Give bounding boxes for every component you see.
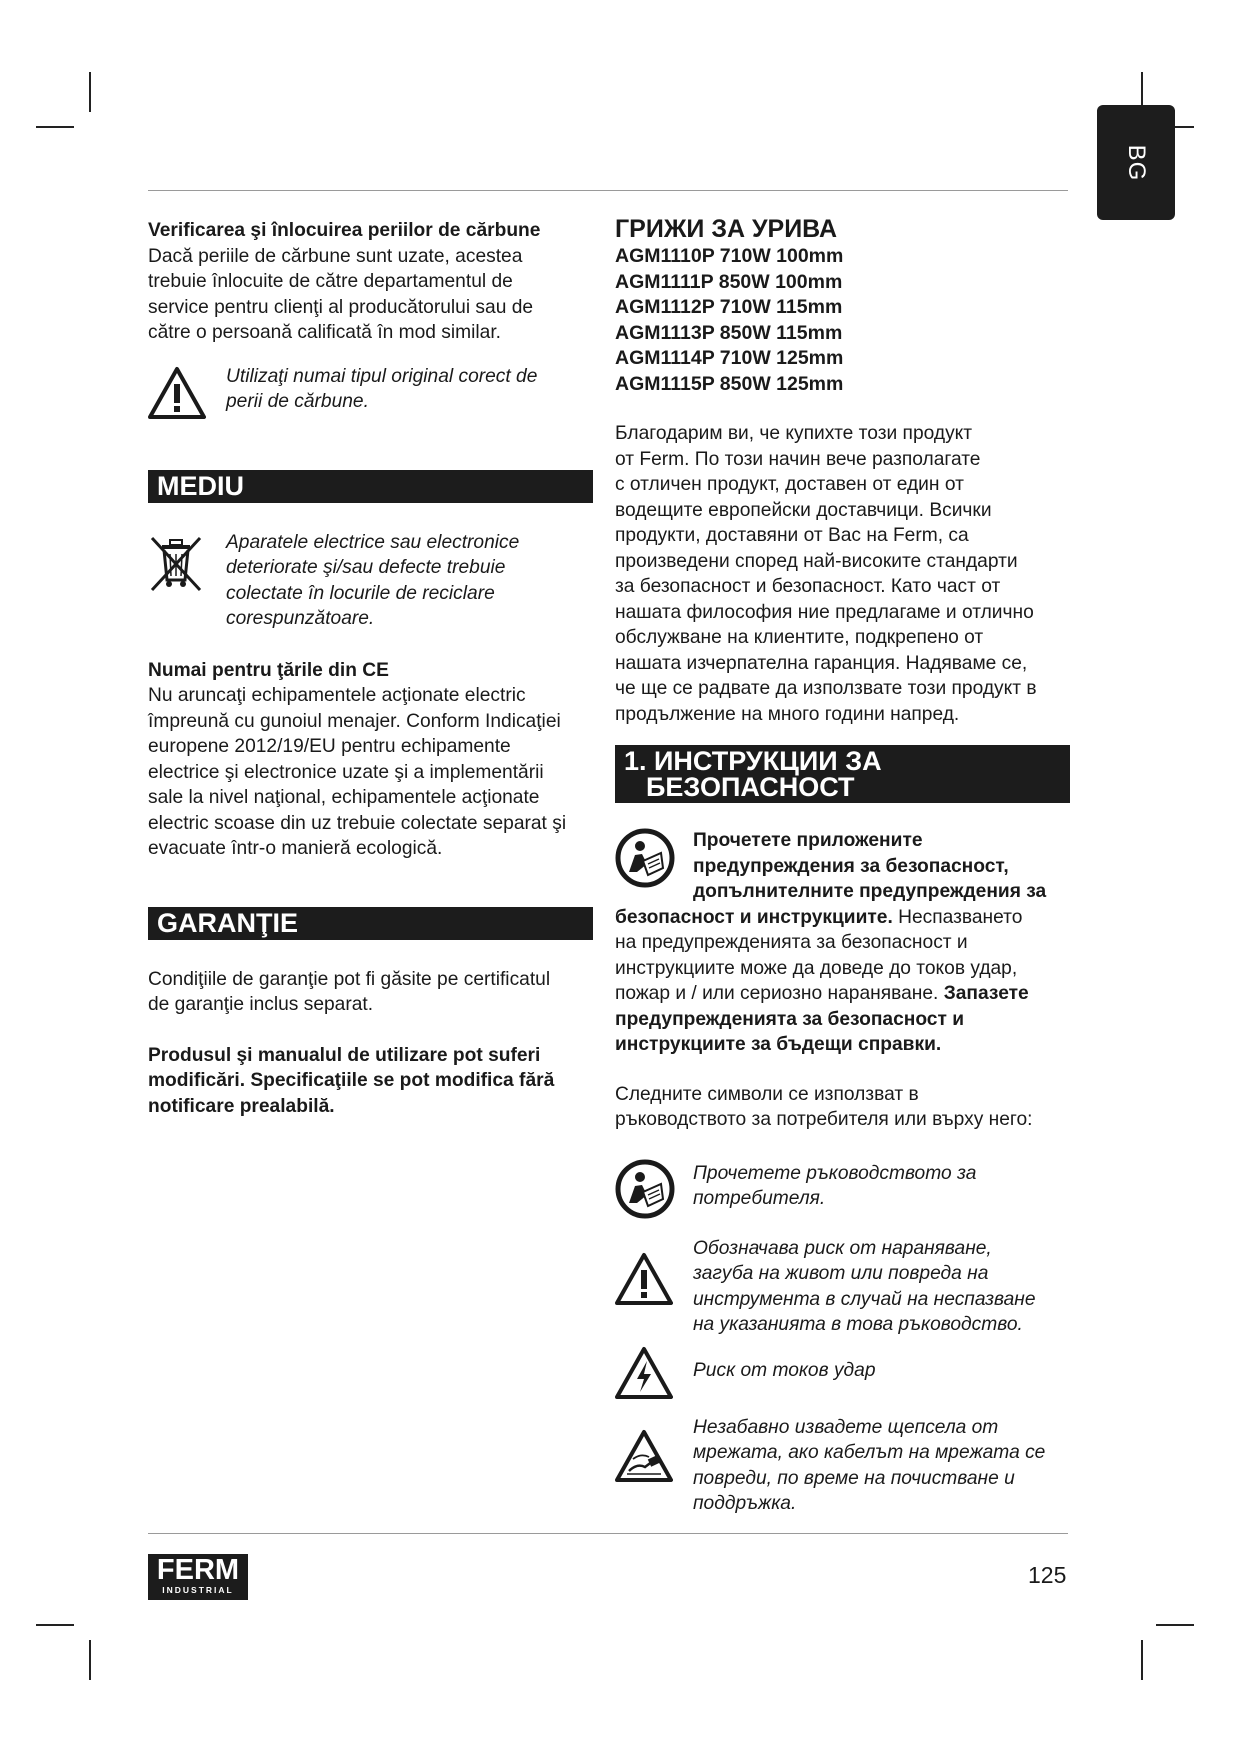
read-warnings-line: инструкциите за бъдещи справки. — [615, 1034, 942, 1055]
read-warnings-normal: пожар и / или сериозно нараняване. — [615, 983, 944, 1004]
safety-heading — [615, 745, 1070, 803]
intro-line: произведени според най-високите стандарти — [615, 550, 1018, 572]
brushes-title: Verificarea şi înlocuirea periilor de cărbune — [148, 220, 541, 241]
ce-line: sale la nivel naţional, echipamentele acţionate — [148, 787, 540, 808]
intro-line: с отличен продукт, доставен от един от — [615, 474, 964, 495]
model-line: AGM1113P 850W 115mm — [615, 321, 843, 344]
unplug-icon — [615, 1429, 673, 1483]
symbol-plug-line: поддръжка. — [693, 1493, 797, 1514]
logo-wordmark: FERM — [156, 1554, 240, 1586]
read-manual-icon — [615, 828, 675, 888]
warning-icon — [148, 366, 206, 420]
note-line: notificare prealabilă. — [148, 1095, 335, 1117]
intro-line: че ще се радвате да използвате този продукт в — [615, 678, 1037, 699]
ferm-logo — [148, 1554, 248, 1600]
garantie-line: Condiţiile de garanţie pot fi găsite pe certificatul — [148, 968, 551, 990]
crop-mark — [1156, 1624, 1194, 1626]
weee-line: deteriorate şi/sau defecte trebuie — [226, 557, 506, 578]
intro-line: за безопасност и безопасност. Като част от — [615, 576, 1001, 597]
read-warnings-bold: Запазете — [943, 983, 1029, 1004]
ce-line: electrice şi electronice uzate şi a implementării — [148, 761, 544, 783]
mediu-heading: MEDIU — [148, 470, 593, 503]
read-warnings-line: предупреждения за безопасност, — [693, 855, 1009, 877]
page-number: 125 — [1028, 1562, 1067, 1588]
right-column — [615, 214, 1070, 1517]
brushes-warning-line: Utilizaţi numai tipul original corect de — [226, 365, 538, 387]
symbol-shock-text: Риск от токов удар — [693, 1359, 876, 1381]
symbol-manual — [615, 1159, 1070, 1227]
model-line: AGM1112P 710W 115mm — [615, 296, 843, 318]
intro-line: водещите европейски доставчици. Всички — [615, 499, 992, 521]
crop-mark — [89, 1640, 91, 1680]
read-warnings-bold: безопасност и инструкциите. — [615, 906, 893, 928]
ce-title: Numai pentru ţările din CE — [148, 659, 389, 681]
symbol-risk-line: Обозначава риск от нараняване, — [693, 1237, 992, 1259]
read-manual-icon — [615, 1159, 675, 1219]
symbol-manual-line: Прочетете ръководството за — [693, 1162, 977, 1184]
intro-line: обслужване на клиентите, подкрепено от — [615, 627, 984, 648]
read-warnings-block — [615, 828, 1070, 1058]
garantie-line: de garanţie inclus separat. — [148, 994, 374, 1015]
warning-icon — [615, 1252, 673, 1306]
weee-line: Aparatele electrice sau electronice — [226, 531, 520, 553]
intro-line: от Ferm. По този начин вече разполагате — [615, 448, 981, 470]
weee-notice — [148, 530, 593, 634]
language-tab — [1097, 105, 1175, 220]
garantie-heading: GARANŢIE — [148, 907, 593, 940]
symbol-plug-line: повреди, по време на почистване и — [693, 1467, 1015, 1489]
footer-rule — [148, 1533, 1068, 1534]
header-rule — [148, 190, 1068, 191]
ce-line: europene 2012/19/EU pentru echipamente — [148, 736, 511, 757]
section-title: ГРИЖИ ЗА УРИВА — [615, 215, 838, 243]
read-warnings-line — [615, 981, 1070, 1007]
intro-line: продължение на много години напред. — [615, 703, 960, 725]
safety-heading-line: 1. ИНСТРУКЦИИ ЗА — [624, 746, 882, 776]
symbols-line: ръководството за потребителя или върху него: — [615, 1109, 1033, 1130]
ce-line: Nu aruncaţi echipamentele acţionate electric — [148, 685, 526, 706]
brushes-line: trebuie înlocuite de către departamentul de — [148, 271, 513, 292]
ce-line: împreună cu gunoiul menajer. Conform Indicaţiei — [148, 710, 561, 732]
crop-mark — [36, 1624, 74, 1626]
intro-paragraph — [615, 421, 1070, 727]
logo-subtitle: INDUSTRIAL — [162, 1585, 234, 1595]
intro-line: нашата философия ние предлагаме и отлично — [615, 601, 1034, 623]
symbols-line: Следните символи се използват в — [615, 1083, 919, 1105]
brushes-line: service pentru clienţi al producătorului sau de — [148, 296, 534, 318]
weee-line: colectate în locurile de reciclare — [226, 582, 495, 604]
read-warnings-line: на предупрежденията за безопасност и — [615, 932, 968, 953]
read-warnings-normal: Неспазването — [892, 906, 1023, 928]
left-column — [148, 218, 593, 1119]
symbol-shock — [615, 1346, 1070, 1406]
read-warnings-line: инструкциите може да доведе до токов удар, — [615, 957, 1018, 979]
intro-line: Благодарим ви, че купихте този продукт — [615, 423, 973, 444]
symbols-intro — [615, 1082, 1070, 1133]
electric-shock-icon — [615, 1346, 673, 1400]
symbol-plug-line: Незабавно извадете щепсела от — [693, 1416, 999, 1438]
crop-mark — [1141, 1640, 1143, 1680]
crossed-bin-icon — [148, 534, 204, 594]
intro-line: продукти, доставяни от Вас на Ferm, са — [615, 525, 969, 546]
note-line: modificări. Specificaţiile se pot modifica fără — [148, 1070, 555, 1091]
intro-line: нашата изчерпателна гаранция. Надяваме се, — [615, 652, 1028, 674]
symbol-risk — [615, 1236, 1070, 1338]
brushes-warning-line: perii de cărbune. — [226, 391, 369, 412]
brushes-warning — [148, 364, 593, 434]
symbol-plug — [615, 1415, 1070, 1517]
symbol-risk-line: на указанията в това ръководство. — [693, 1314, 1023, 1335]
symbol-risk-line: загуба на живот или повреда на — [693, 1263, 989, 1284]
brushes-line: Dacă periile de cărbune sunt uzate, acestea — [148, 245, 523, 267]
model-line: AGM1111P 850W 100mm — [615, 270, 843, 293]
ce-line: electric scoase din uz trebuie colectate separat şi — [148, 812, 567, 834]
symbol-manual-line: потребителя. — [693, 1188, 826, 1209]
crop-mark — [36, 126, 74, 128]
read-warnings-line: допълнителните предупреждения за — [693, 881, 1047, 902]
symbol-plug-line: мрежата, ако кабелът на мрежата се — [693, 1442, 1046, 1463]
read-warnings-line — [615, 905, 1070, 931]
note-line: Produsul şi manualul de utilizare pot suferi — [148, 1044, 541, 1066]
language-code: BG — [1123, 144, 1150, 181]
crop-mark — [89, 72, 91, 112]
model-line: AGM1110P 710W 100mm — [615, 245, 844, 267]
read-warnings-line: предупрежденията за безопасност и — [615, 1008, 965, 1030]
symbol-risk-line: инструмента в случай на неспазване — [693, 1288, 1036, 1310]
ce-line: evacuate într-o manieră ecologică. — [148, 838, 443, 859]
safety-heading-line: БЕЗОПАСНОСТ — [646, 772, 855, 802]
read-warnings-line: Прочетете приложените — [693, 830, 923, 851]
weee-line: corespunzătoare. — [226, 608, 375, 629]
model-line: AGM1114P 710W 125mm — [615, 347, 844, 369]
model-line: AGM1115P 850W 125mm — [615, 372, 844, 395]
brushes-line: către o persoană calificată în mod similar. — [148, 322, 502, 343]
